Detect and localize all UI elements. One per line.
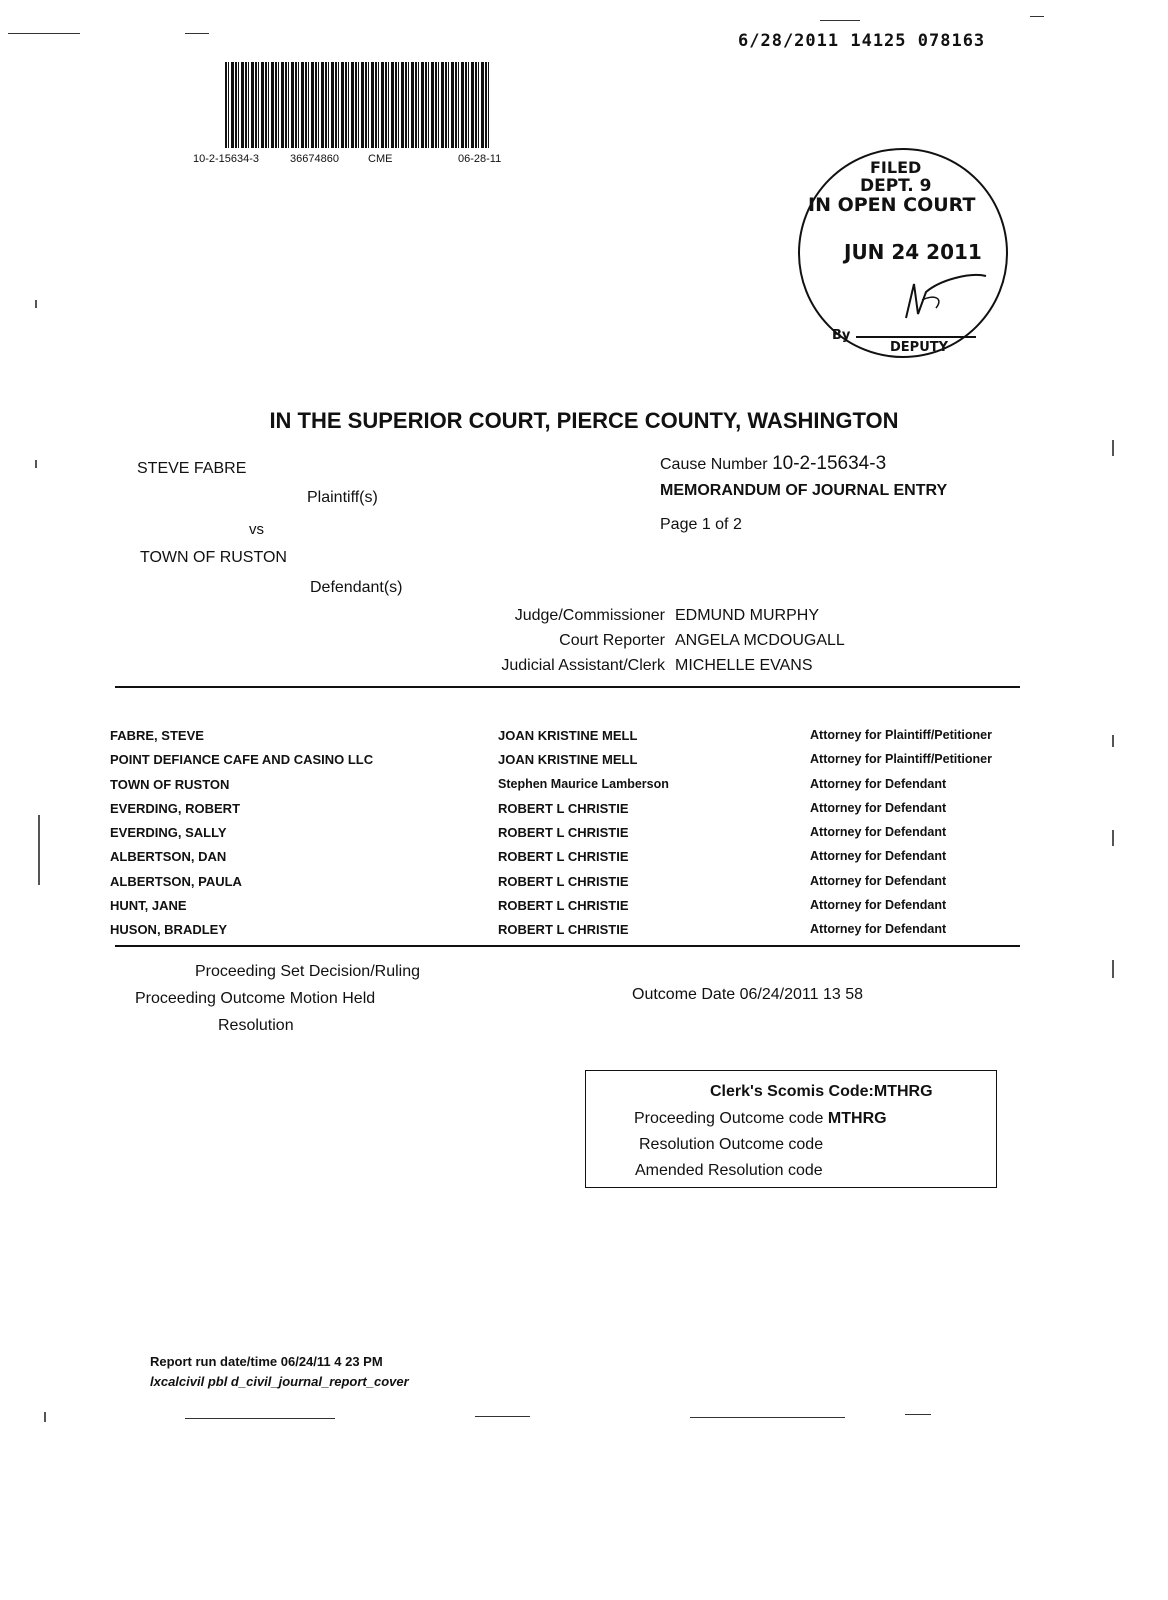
cause-number-label: Cause Number (660, 456, 768, 473)
attorney-name: JOAN KRISTINE MELL (498, 728, 638, 743)
fax-transmission-stamp: 6/28/2011 14125 078163 (738, 31, 986, 51)
seal-deputy: DEPUTY (890, 340, 949, 355)
official-name: ANGELA MCDOUGALL (675, 632, 845, 649)
attorney-role: Attorney for Defendant (810, 922, 947, 937)
proceeding-outcome-code-value: MTHRG (827, 1110, 887, 1127)
defendant-label: Defendant(s) (310, 579, 403, 596)
party-name: FABRE, STEVE (110, 728, 204, 743)
table-row (110, 898, 1030, 922)
barcode-image (225, 62, 491, 148)
table-row (110, 801, 1030, 825)
outcome-date (632, 986, 863, 1004)
attorney-role: Attorney for Defendant (810, 825, 947, 840)
official-row (430, 607, 870, 632)
clerk-box-title-code: MTHRG (873, 1083, 933, 1100)
resolution-outcome-code: Resolution Outcome code (639, 1136, 824, 1153)
barcode-document-id: 36674860 (290, 153, 339, 165)
table-bottom-rule (115, 945, 1020, 947)
barcode-date: 06-28-11 (458, 153, 502, 165)
attorney-name: ROBERT L CHRISTIE (498, 873, 629, 889)
party-name: HUNT, JANE (110, 898, 187, 914)
party-name: EVERDING, ROBERT (110, 800, 241, 816)
clerk-box-title (710, 1083, 933, 1101)
cause-number: 10-2-15634-3 (772, 453, 887, 474)
versus-label: vs (249, 521, 264, 538)
proceeding-set-value: Decision/Ruling (308, 963, 420, 980)
attorney-name: JOAN KRISTINE MELL (498, 752, 638, 768)
table-row (110, 752, 1030, 776)
seal-by: By (832, 328, 851, 343)
attorney-role: Attorney for Defendant (810, 873, 947, 888)
report-run-line (150, 1354, 383, 1369)
attorney-role: Attorney for Defendant (810, 898, 947, 913)
attorney-role: Attorney for Defendant (810, 776, 947, 791)
attorney-name: ROBERT L CHRISTIE (498, 898, 629, 914)
party-name: POINT DEFIANCE CAFE AND CASINO LLC (110, 752, 374, 768)
seal-date: JUN 24 2011 (844, 240, 982, 264)
defendant-name: TOWN OF RUSTON (140, 549, 287, 566)
deputy-signature (900, 270, 990, 330)
proceeding-set (120, 963, 420, 981)
seal-open-court: IN OPEN COURT (808, 194, 976, 216)
barcode-case-number: 10-2-15634-3 (193, 153, 260, 165)
table-row (110, 922, 1030, 946)
plaintiff-name: STEVE FABRE (137, 460, 247, 477)
outcome-date-label: Outcome Date (632, 986, 736, 1003)
table-row (110, 777, 1030, 801)
filed-stamp-seal (798, 148, 1008, 358)
proceeding-outcome-code (634, 1110, 887, 1128)
barcode-code: CME (368, 153, 393, 165)
attorney-role: Attorney for Plaintiff/Petitioner (810, 728, 992, 742)
proceeding-outcome (135, 990, 375, 1008)
official-label: Judicial Assistant/Clerk (501, 657, 665, 674)
table-row (110, 874, 1030, 898)
attorney-name: ROBERT L CHRISTIE (498, 825, 629, 841)
page-indicator: Page 1 of 2 (660, 516, 742, 533)
seal-dept: DEPT. 9 (860, 176, 932, 196)
party-name: HUSON, BRADLEY (110, 922, 228, 938)
table-row (110, 728, 1030, 752)
official-row (430, 632, 870, 657)
document-type: MEMORANDUM OF JOURNAL ENTRY (660, 482, 948, 499)
party-name: ALBERTSON, PAULA (110, 873, 242, 889)
plaintiff-label: Plaintiff(s) (307, 489, 378, 506)
proceeding-set-label: Proceeding Set (194, 963, 305, 980)
party-name: EVERDING, SALLY (110, 825, 227, 841)
attorney-name: ROBERT L CHRISTIE (498, 800, 629, 816)
clerk-box-title-label: Clerk's Scomis Code: (710, 1083, 874, 1100)
cause-number-line (660, 453, 886, 475)
proceeding-outcome-value: Motion Held (289, 990, 376, 1007)
party-name: TOWN OF RUSTON (110, 776, 230, 792)
section-divider (115, 686, 1020, 688)
official-name: EDMUND MURPHY (675, 607, 819, 624)
table-row (110, 825, 1030, 849)
court-officials (430, 607, 870, 682)
attorney-name: ROBERT L CHRISTIE (498, 922, 629, 938)
attorney-role: Attorney for Plaintiff/Petitioner (810, 752, 992, 767)
seal-filed: FILED (870, 158, 922, 177)
court-title: IN THE SUPERIOR COURT, PIERCE COUNTY, WASHINGTON (269, 408, 899, 433)
proceeding-outcome-code-label: Proceeding Outcome code (634, 1110, 824, 1127)
official-row (430, 657, 870, 682)
attorney-role: Attorney for Defendant (810, 849, 947, 864)
official-label: Court Reporter (559, 632, 665, 649)
report-run-value: 06/24/11 4 23 PM (280, 1354, 383, 1369)
official-label: Judge/Commissioner (514, 607, 665, 624)
attorney-name: Stephen Maurice Lamberson (498, 776, 669, 791)
table-row (110, 849, 1030, 873)
amended-resolution-code: Amended Resolution code (635, 1162, 823, 1179)
resolution-label: Resolution (218, 1017, 294, 1034)
proceeding-outcome-label: Proceeding Outcome (135, 990, 286, 1007)
parties-table (110, 728, 1030, 947)
outcome-date-value: 06/24/2011 13 58 (739, 986, 863, 1003)
report-path: lxcalcivil pbl d_civil_journal_report_cover (150, 1374, 409, 1389)
clerk-code-box (585, 1070, 997, 1188)
official-name: MICHELLE EVANS (675, 657, 813, 674)
party-name: ALBERTSON, DAN (110, 849, 227, 865)
attorney-name: ROBERT L CHRISTIE (498, 849, 629, 865)
report-run-label: Report run date/time (150, 1354, 278, 1369)
attorney-role: Attorney for Defendant (810, 800, 947, 815)
